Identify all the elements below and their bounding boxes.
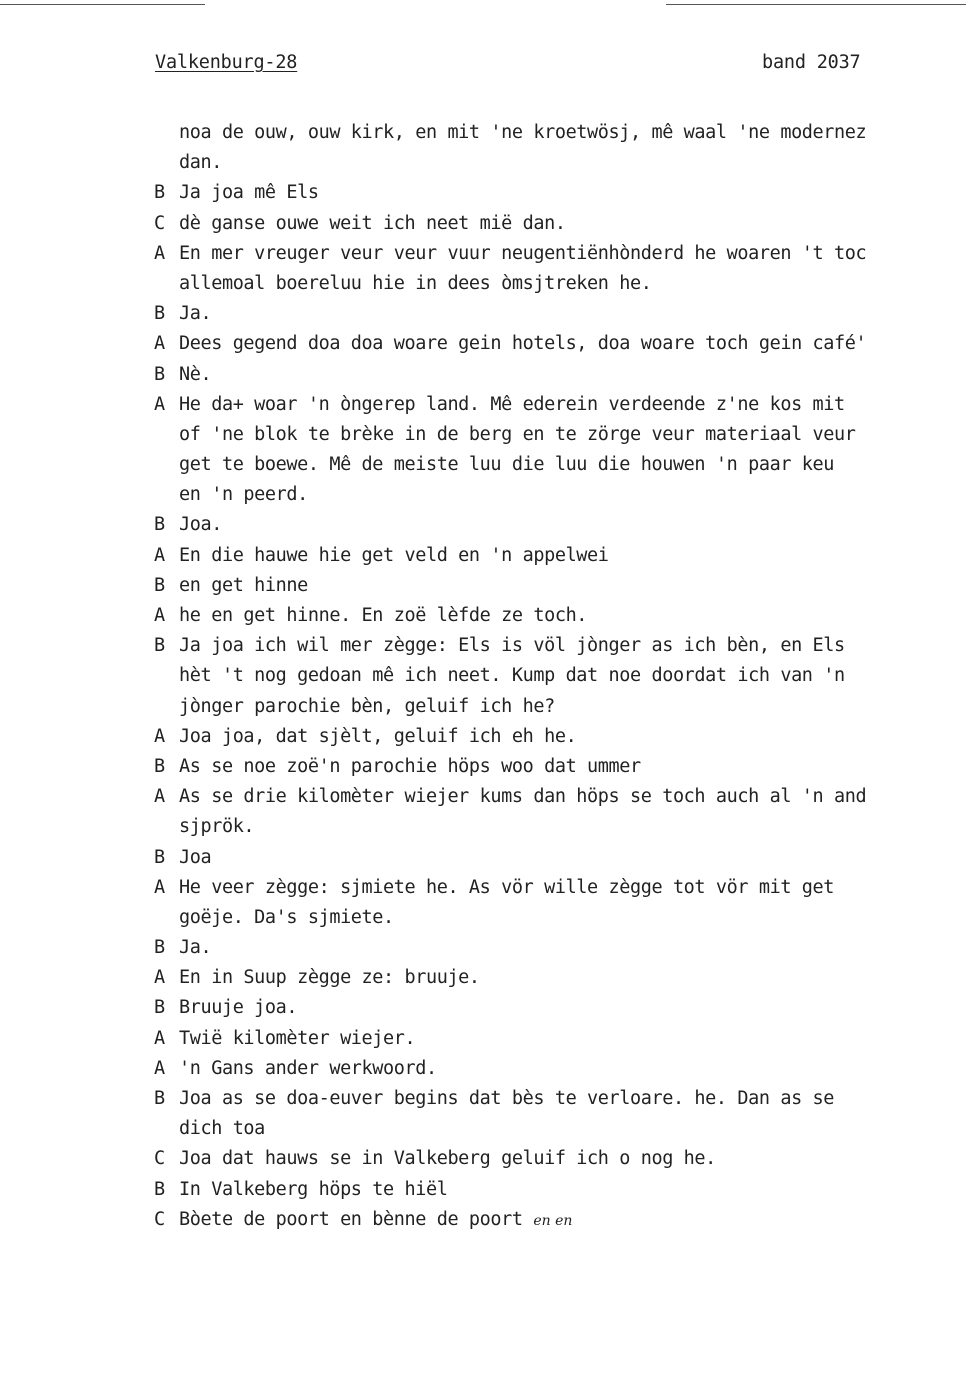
utterance-text: he en get hinne. En zoë lèfde ze toch.: [179, 605, 588, 626]
speaker-label: B: [154, 363, 165, 385]
transcript-line: [154, 148, 966, 178]
utterance-text: Nè.: [179, 363, 212, 385]
speaker-label: B: [154, 635, 165, 657]
transcript-line: [154, 118, 966, 148]
transcript-line: [154, 1144, 966, 1174]
speaker-label: A: [154, 333, 165, 355]
transcript-line: [154, 541, 966, 571]
speaker-label: A: [154, 786, 165, 808]
utterance-text: Bòete de poort en bènne de poort: [179, 1208, 523, 1230]
utterance-text: Joa.: [179, 514, 222, 536]
utterance-text: sjprök.: [179, 816, 255, 838]
transcript-line: [154, 661, 966, 691]
handwritten-note: en en: [533, 1212, 573, 1229]
speaker-label: C: [154, 212, 165, 234]
speaker-label: A: [154, 1057, 165, 1079]
utterance-text: As se drie kilomèter wiejer kums dan höps se toch auch al 'n and: [179, 786, 867, 808]
transcript-line: [154, 752, 966, 782]
speaker-label: B: [154, 303, 165, 325]
speaker-label: A: [154, 967, 165, 989]
top-rule-left: [0, 4, 205, 5]
speaker-label: C: [154, 1148, 165, 1170]
transcript-line: [154, 209, 966, 239]
transcript-line: [154, 1114, 966, 1144]
transcript-line: [154, 903, 966, 933]
transcript-line: [154, 571, 966, 601]
transcript-line: [154, 993, 966, 1023]
speaker-label: A: [154, 393, 165, 415]
speaker-label: A: [154, 605, 165, 626]
speaker-label: B: [154, 846, 165, 868]
speaker-label: B: [154, 574, 165, 596]
utterance-text: En in Suup zègge ze: bruuje.: [179, 967, 480, 989]
utterance-text: get te boewe. Mê de meiste luu die luu die houwen 'n paar keu: [179, 454, 835, 476]
utterance-text: en get hinne: [179, 574, 308, 596]
speaker-label: B: [154, 514, 165, 536]
utterance-text: Joa joa, dat sjèlt, geluif ich eh he.: [179, 725, 577, 747]
transcript-line: [154, 329, 966, 359]
transcript-line: [154, 812, 966, 842]
utterance-text: 'n Gans ander werkwoord.: [179, 1057, 437, 1079]
utterance-text: goëje. Da's sjmiete.: [179, 906, 394, 928]
utterance-text: of 'ne blok te brèke in de berg en te zörge veur materiaal veur: [179, 423, 856, 445]
speaker-label: A: [154, 242, 165, 264]
speaker-label: B: [154, 1088, 165, 1109]
utterance-text: dich toa: [179, 1118, 265, 1140]
utterance-text: Ja.: [179, 937, 212, 959]
speaker-label: A: [154, 725, 165, 747]
utterance-text: Joa dat hauws se in Valkeberg geluif ich o nog he.: [179, 1148, 716, 1170]
speaker-label: A: [154, 1027, 165, 1049]
transcript-line: [154, 1024, 966, 1054]
speaker-label: B: [154, 937, 165, 959]
utterance-text: noa de ouw, ouw kirk, en mit 'ne kroetwösj, mê waal 'ne modernez: [179, 122, 867, 143]
utterance-text: As se noe zoë'n parochie höps woo dat ummer: [179, 755, 641, 777]
transcript-line: [154, 1175, 966, 1205]
transcript-line: [154, 299, 966, 329]
transcript-line: [154, 873, 966, 903]
transcript-line: [154, 843, 966, 873]
transcript-line: [154, 1084, 966, 1114]
transcript-line: [154, 1054, 966, 1084]
utterance-text: Bruuje joa.: [179, 997, 298, 1019]
document-title: Valkenburg-28: [155, 52, 298, 73]
utterance-text: hèt 't nog gedoan mê ich neet. Kump dat noe doordat ich van 'n: [179, 665, 845, 687]
utterance-text: En die hauwe hie get veld en 'n appelwei: [179, 544, 609, 566]
utterance-text: He veer zègge: sjmiete he. As vör wille zègge tot vör mit get: [179, 876, 835, 898]
utterance-text: dè ganse ouwe weit ich neet mië dan.: [179, 212, 566, 234]
transcript-line: [154, 601, 966, 631]
transcript-line: [154, 420, 966, 450]
utterance-text: Dees gegend doa doa woare gein hotels, doa woare toch gein café': [179, 333, 867, 355]
utterance-text: Ja joa ich wil mer zègge: Els is völ jònger as ich bèn, en Els: [179, 635, 845, 657]
speaker-label: B: [154, 1178, 165, 1200]
utterance-text: jònger parochie bèn, geluif ich he?: [179, 695, 555, 717]
transcript-line: [154, 269, 966, 299]
speaker-label: B: [154, 755, 165, 777]
utterance-text: He da+ woar 'n òngerep land. Mê ederein verdeende z'ne kos mit: [179, 393, 845, 415]
transcript-line: [154, 631, 966, 661]
utterance-text: Ja joa mê Els: [179, 182, 319, 204]
transcript-line: [154, 510, 966, 540]
transcript-line: [154, 360, 966, 390]
utterance-text: en 'n peerd.: [179, 484, 308, 506]
transcript-line: [154, 692, 966, 722]
utterance-text: dan.: [179, 152, 222, 174]
utterance-text: Twië kilomèter wiejer.: [179, 1027, 416, 1049]
speaker-label: A: [154, 876, 165, 898]
transcript-line: [154, 1205, 966, 1235]
transcript-line: [154, 239, 966, 269]
utterance-text: Joa as se doa-euver begins dat bès te verloare. he. Dan as se: [179, 1088, 835, 1109]
transcript-line: [154, 722, 966, 752]
transcript-body: [154, 118, 966, 1235]
speaker-label: B: [154, 182, 165, 204]
tape-number: band 2037: [762, 52, 861, 73]
transcript-line: [154, 782, 966, 812]
transcript-line: [154, 178, 966, 208]
top-rule-right: [666, 4, 966, 5]
utterance-text: In Valkeberg höps te hiël: [179, 1178, 448, 1200]
utterance-text: En mer vreuger veur veur vuur neugentiënhònderd he woaren 't toc: [179, 242, 867, 264]
transcript-line: [154, 390, 966, 420]
utterance-text: Joa: [179, 846, 212, 868]
transcript-line: [154, 480, 966, 510]
speaker-label: C: [154, 1208, 165, 1230]
transcript-line: [154, 933, 966, 963]
utterance-text: Ja.: [179, 303, 212, 325]
speaker-label: A: [154, 544, 165, 566]
transcript-line: [154, 963, 966, 993]
speaker-label: B: [154, 997, 165, 1019]
transcript-line: [154, 450, 966, 480]
utterance-text: allemoal boereluu hie in dees òmsjtreken he.: [179, 272, 652, 294]
